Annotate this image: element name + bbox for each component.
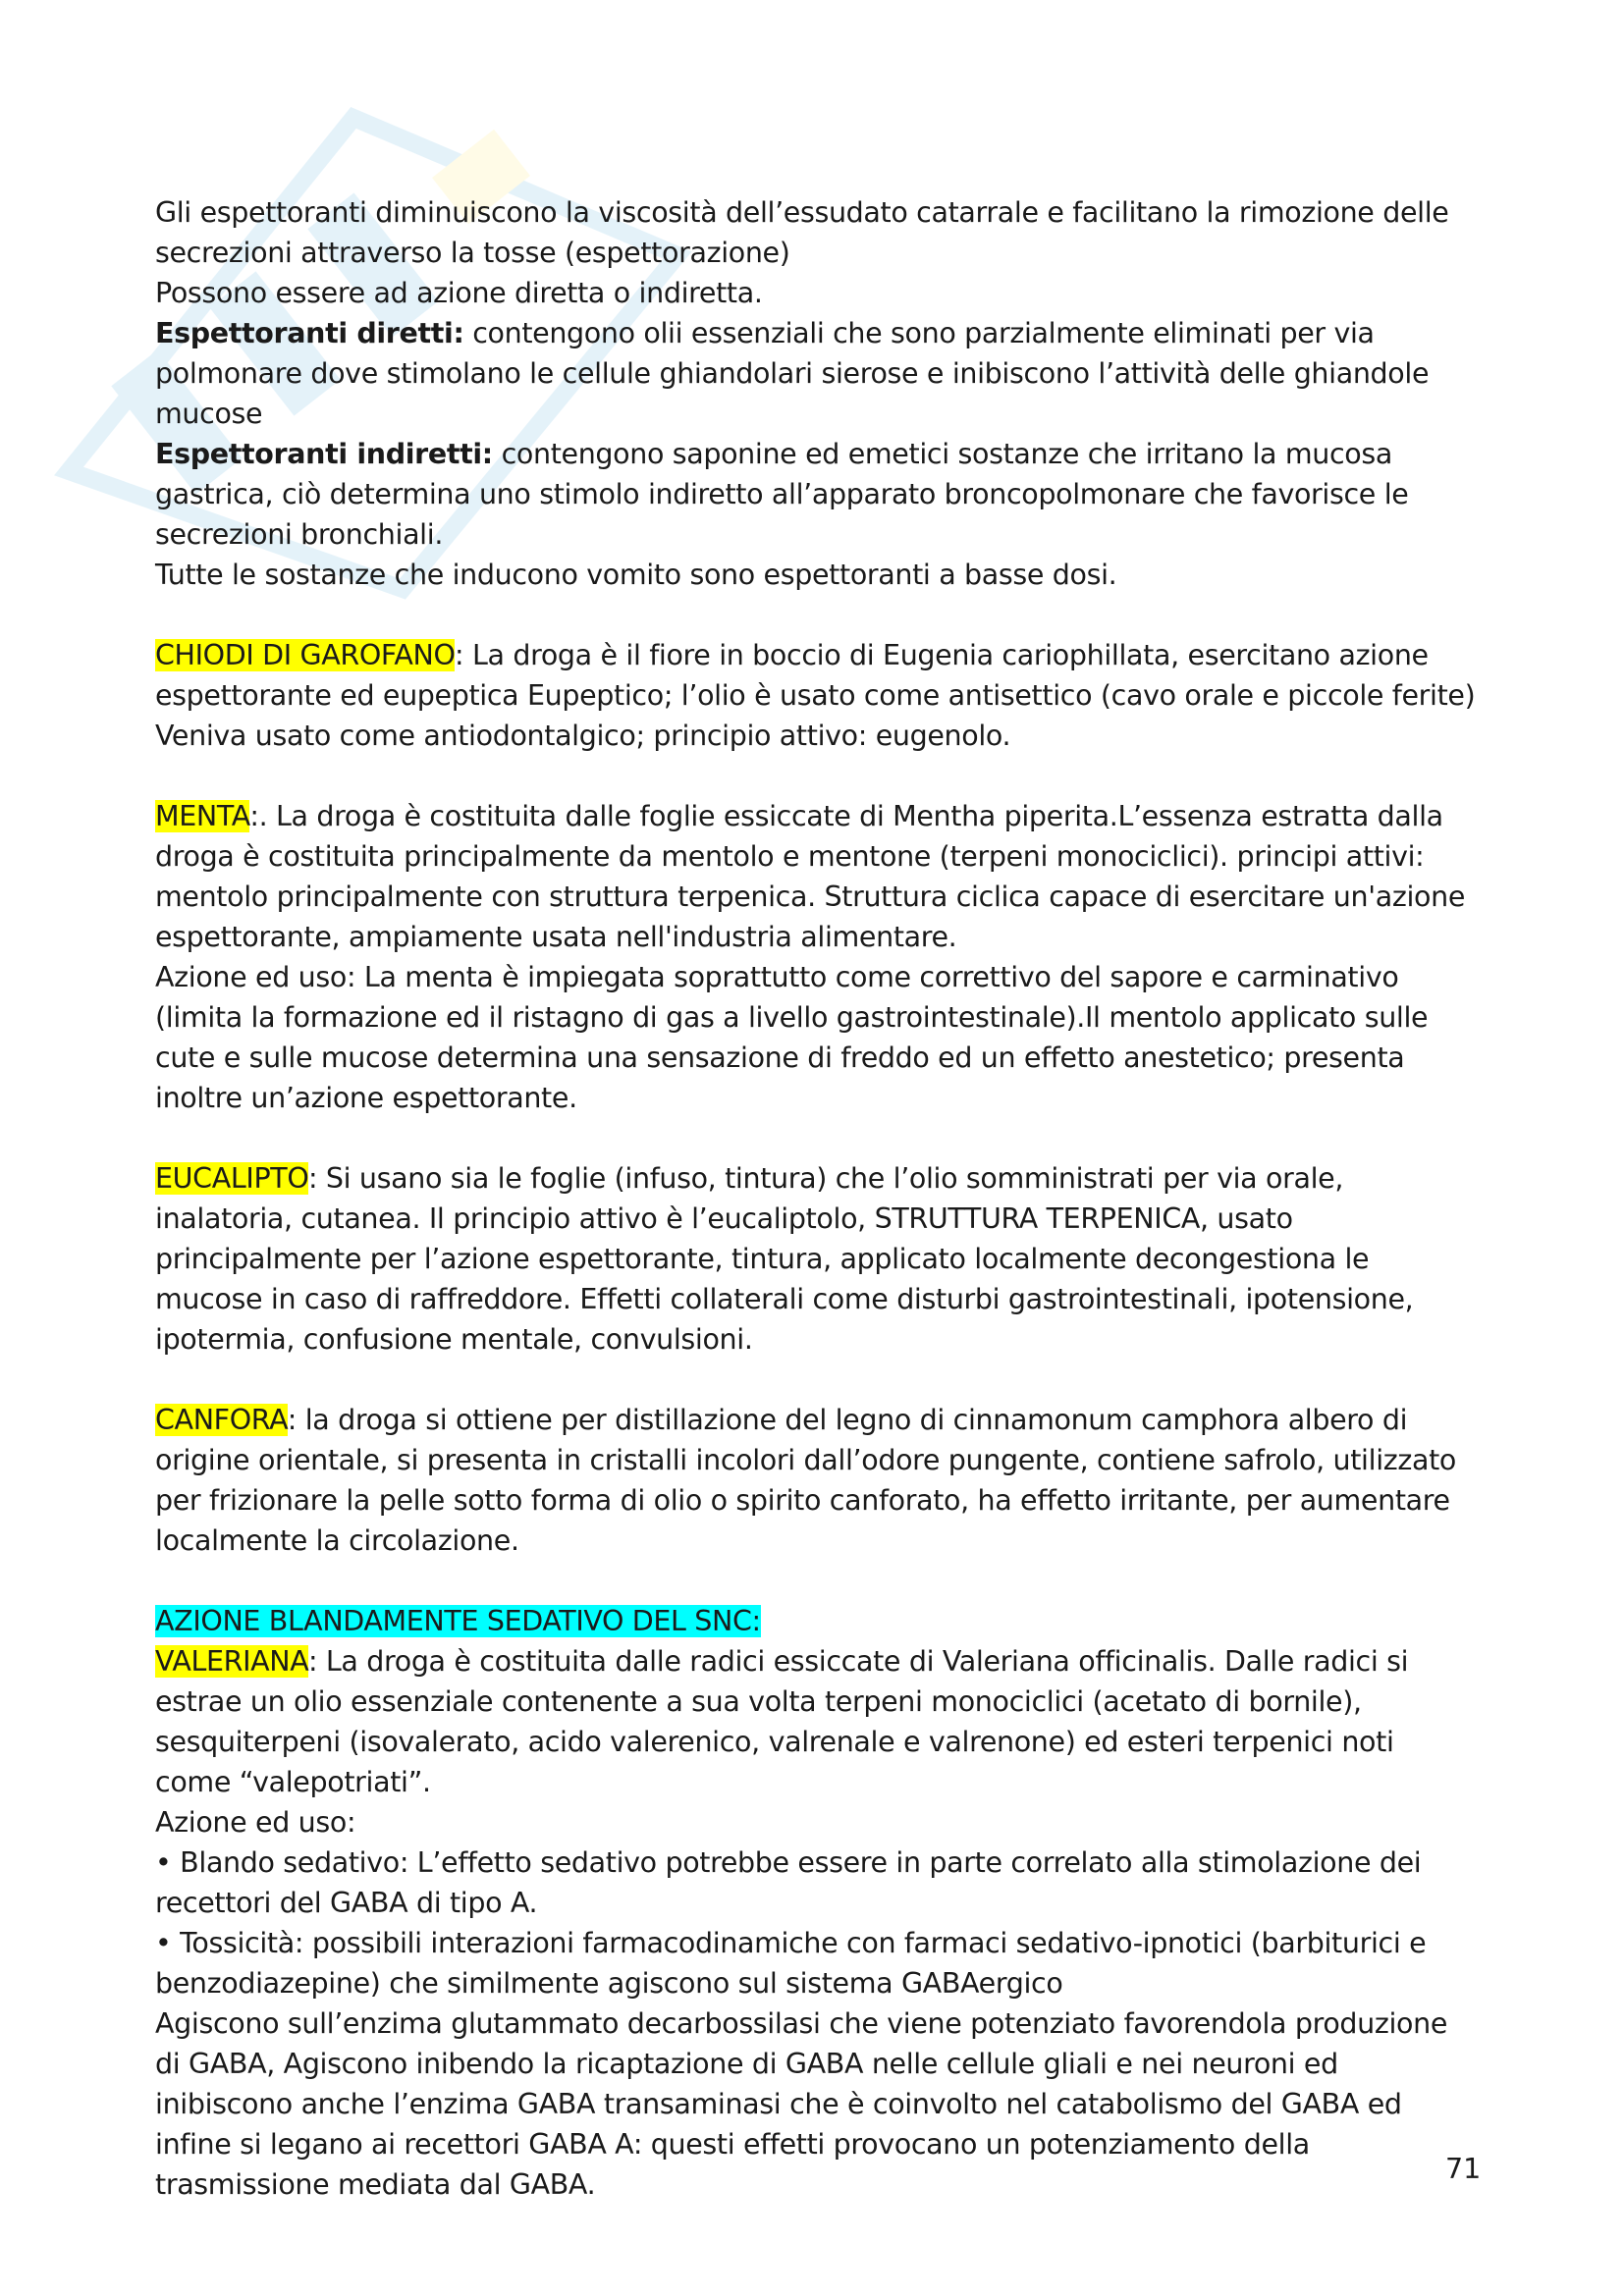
vomit-note: Tutte le sostanze che inducono vomito sono espettoranti a basse dosi. [155,559,1117,591]
direct-expectorants-label: Espettoranti diretti: [155,317,464,349]
menta-term: MENTA [155,800,250,832]
indirect-expectorants-label: Espettoranti indiretti: [155,438,493,470]
chiodi-term: CHIODI DI GAROFANO [155,639,456,671]
valeriana-bullet-tossicita: • Tossicità: possibili interazioni farmacodinamiche con farmaci sedativo-ipnotici (barbiturici e benzodiazepine) che similmente agiscono sul sistema GABAergico [155,1927,1427,2000]
chiodi-text: : La droga è il fiore in boccio di Eugenia cariophillata, esercitano azione espettorante ed eupeptica Eupeptico; l’olio è usato come antisettico (cavo orale e piccole ferite) [155,639,1476,712]
eucalipto-term: EUCALIPTO [155,1162,308,1195]
menta-paragraph [155,796,1476,957]
valeriana-text: : La droga è costituita dalle radici essiccate di Valeriana officinalis. Dalle radici si estrae un olio essenziale contenente a sua volta terpeni monociclici (acetato di bornile), sesquiterpeni (isovalerato, acido valerenico, valrenale e valrenone) ed esteri terpenici noti come “valepotriati”. [155,1645,1409,1798]
canfora-paragraph [155,1400,1476,1561]
direct-expectorants-text: contengono olii essenziali che sono parzialmente eliminati per via polmonare dove stimolano le cellule ghiandolari sierose e inibiscono l’attività delle ghiandole mucose [155,317,1430,430]
valeriana-term: VALERIANA [155,1645,308,1678]
chiodi-line2: Veniva usato come antiodontalgico; principio attivo: eugenolo. [155,720,1011,752]
document-body [155,192,1476,2205]
sedativo-heading [155,1601,1476,1641]
indirect-expectorants-paragraph [155,434,1476,555]
eucalipto-text: : Si usano sia le foglie (infuso, tintura) che l’olio somministrati per via orale, inalatoria, cutanea. Il principio attivo è l’eucaliptolo, STRUTTURA TERPENICA, usato principalmente per l’azione espettorante, tintura, applicato localmente decongestiona le mucose in caso di raffreddore. Effetti collaterali come disturbi gastrointestinali, ipotensione, ipotermia, confusione mentale, convulsioni. [155,1162,1414,1356]
eucalipto-paragraph [155,1158,1476,1360]
chiodi-paragraph [155,635,1476,716]
page-number: 71 [1445,2153,1482,2185]
valeriana-mechanism: Agiscono sull’enzima glutammato decarbossilasi che viene potenziato favorendola produzione di GABA, Agiscono inibendo la ricaptazione di GABA nelle cellule gliali e nei neuroni ed inibiscono anche l’enzima GABA transaminasi che è coinvolto nel catabolismo del GABA ed infine si legano ai recettori GABA A: questi effetti provocano un potenziamento della trasmissione mediata dal GABA. [155,2007,1448,2201]
canfora-text: : la droga si ottiene per distillazione del legno di cinnamonum camphora albero di origine orientale, si presenta in cristalli incolori dall’odore pungente, contiene safrolo, utilizzato per frizionare la pelle sotto forma di olio o spirito canforato, ha effetto irritante, per aumentare localmente la circolazione. [155,1404,1457,1557]
intro-types-line: Possono essere ad azione diretta o indiretta. [155,277,763,309]
direct-expectorants-paragraph [155,313,1476,434]
canfora-term: CANFORA [155,1404,288,1436]
indirect-expectorants-text: contengono saponine ed emetici sostanze che irritano la mucosa gastrica, ciò determina uno stimolo indiretto all’apparato broncopolmonare che favorisce le secrezioni bronchiali. [155,438,1409,551]
intro-paragraph: Gli espettoranti diminuiscono la viscosità dell’essudato catarrale e facilitano la rimozione delle secrezioni attraverso la tosse (espettorazione) [155,196,1449,269]
sedativo-heading-text: AZIONE BLANDAMENTE SEDATIVO DEL SNC: [155,1605,761,1637]
menta-text: :. La droga è costituita dalle foglie essiccate di Mentha piperita.L’essenza estratta dalla droga è costituita principalmente da mentolo e mentone (terpeni monociclici). principi attivi: mentolo principalmente con struttura terpenica. Struttura ciclica capace di esercitare un'azione espettorante, ampiamente usata nell'industria alimentare. [155,800,1465,953]
valeriana-bullet-sedativo: • Blando sedativo: L’effetto sedativo potrebbe essere in parte correlato alla stimolazione dei recettori del GABA di tipo A. [155,1846,1422,1919]
menta-uso: Azione ed uso: La menta è impiegata soprattutto come correttivo del sapore e carminativo (limita la formazione ed il ristagno di gas a livello gastrointestinale).Il mentolo applicato sulle cute e sulle mucose determina una sensazione di freddo ed un effetto anestetico; presenta inoltre un’azione espettorante. [155,961,1429,1114]
valeriana-paragraph [155,1641,1476,1802]
valeriana-uso-label: Azione ed uso: [155,1806,356,1839]
